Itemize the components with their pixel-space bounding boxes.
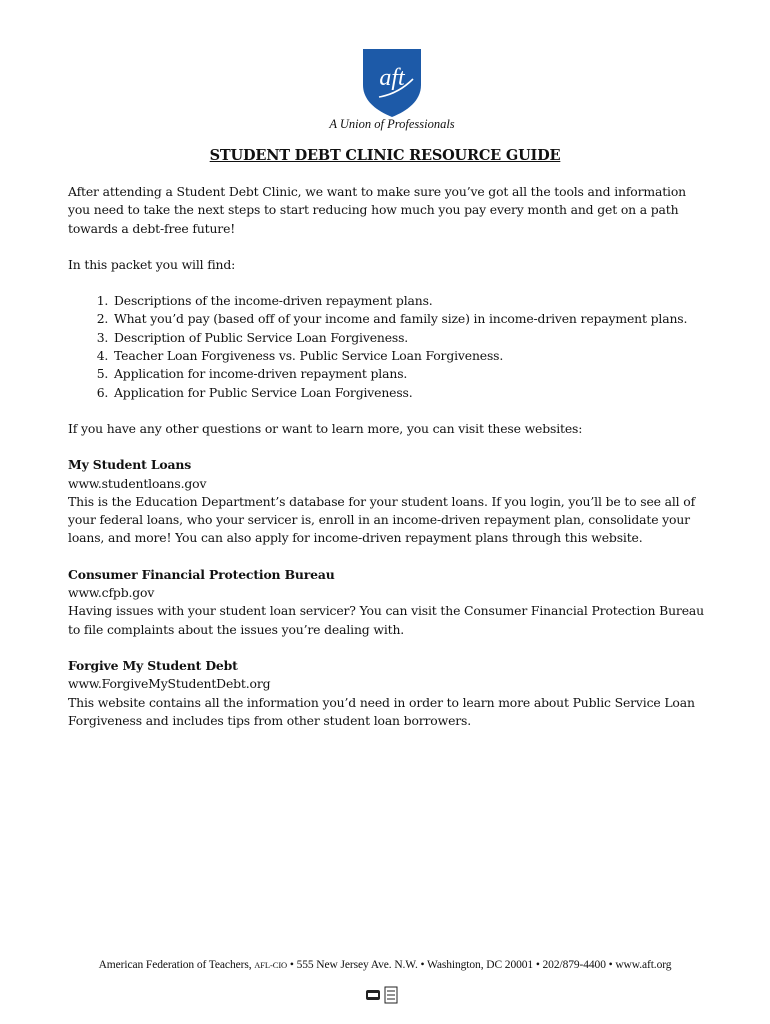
- list-item: 6. Application for Public Service Loan Forgiveness.: [112, 384, 708, 402]
- intro-paragraph: After attending a Student Debt Clinic, we want to make sure you’ve got all the tools and information you need to take the next steps to start reducing how much you pay every month and get on a path towards a debt-free future!: [68, 184, 686, 236]
- list-item: 1. Descriptions of the income-driven repayment plans.: [112, 292, 708, 310]
- page-title: STUDENT DEBT CLINIC RESOURCE GUIDE: [209, 147, 561, 164]
- resource-my-student-loans: [68, 456, 708, 547]
- resource-url[interactable]: www.cfpb.gov: [68, 585, 155, 601]
- resource-url[interactable]: www.ForgiveMyStudentDebt.org: [68, 676, 271, 692]
- list-item: 3. Description of Public Service Loan Forgiveness.: [112, 329, 708, 347]
- document-body: [68, 183, 708, 730]
- footer-affiliation: AFL-CIO: [254, 960, 288, 970]
- footer-org: American Federation of Teachers,: [98, 959, 252, 971]
- aft-logo: [357, 45, 427, 117]
- packet-intro: In this packet you will find:: [68, 256, 236, 272]
- union-label-icon: [365, 986, 399, 1004]
- resource-url[interactable]: www.studentloans.gov: [68, 475, 207, 491]
- packet-list: [68, 292, 708, 402]
- resource-description: Having issues with your student loan servicer? You can visit the Consumer Financial Protection Bureau to file complaints about the issues you’re dealing with.: [68, 603, 704, 637]
- list-item: 5. Application for income-driven repayment plans.: [112, 365, 708, 383]
- list-item: 2. What you’d pay (based off of your income and family size) in income-driven repayment plans.: [112, 310, 708, 328]
- footer: [0, 959, 770, 971]
- list-item: 4. Teacher Loan Forgiveness vs. Public Service Loan Forgiveness.: [112, 347, 708, 365]
- resource-name: Consumer Financial Protection Bureau: [68, 566, 335, 582]
- logo-text: aft: [379, 65, 405, 91]
- resource-cfpb: [68, 566, 708, 639]
- resource-name: My Student Loans: [68, 457, 192, 473]
- footer-address: • 555 New Jersey Ave. N.W. • Washington, DC 20001 • 202/879-4400 • www.aft.org: [289, 959, 672, 971]
- resource-name: Forgive My Student Debt: [68, 657, 238, 673]
- resource-description: This website contains all the information you’d need in order to learn more about Public Service Loan Forgiveness and includes tips from other student loan borrowers.: [68, 694, 695, 728]
- resource-forgive-my-student-debt: [68, 657, 708, 730]
- resource-description: This is the Education Department’s database for your student loans. If you login, you’ll be to see all of your federal loans, who your servicer is, enroll in an income-driven repayment plan, consolidate your loans, and more! You can also apply for income-driven repayment plans through this website.: [68, 493, 696, 546]
- tagline: A Union of Professionals: [329, 117, 455, 131]
- websites-intro: If you have any other questions or want to learn more, you can visit these websites:: [68, 420, 583, 436]
